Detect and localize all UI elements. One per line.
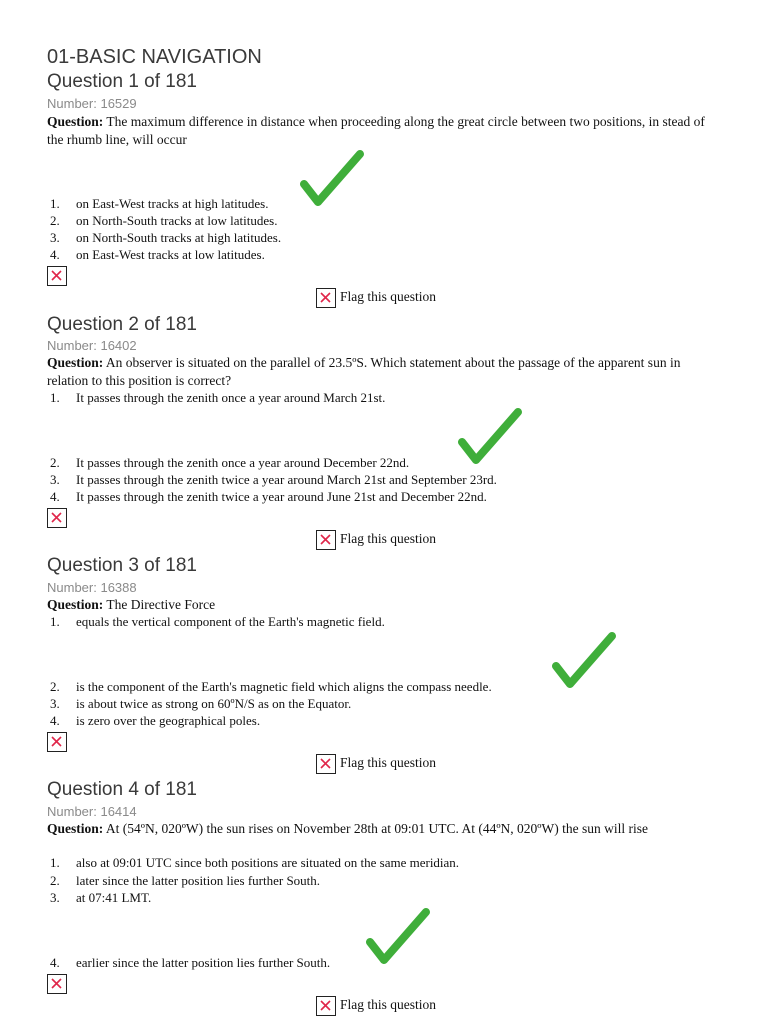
option-number: 1. — [50, 855, 60, 870]
question-3-text — [47, 596, 715, 614]
question-2-body: An observer is situated on the parallel of 23.5ºS. Which statement about the passage of the apparent sun in relation to this position is correct? — [47, 355, 681, 388]
question-3-option-4[interactable] — [50, 713, 260, 729]
option-number: 3. — [50, 890, 60, 905]
option-number: 3. — [50, 230, 60, 245]
flag-label: Flag this question — [340, 531, 437, 547]
flag-question-2[interactable] — [316, 530, 436, 550]
option-number: 4. — [50, 713, 60, 728]
option-number: 4. — [50, 247, 60, 262]
flag-label: Flag this question — [340, 997, 437, 1013]
red-x-box-icon — [47, 508, 67, 528]
question-2-option-1[interactable] — [50, 390, 385, 406]
option-number: 3. — [50, 696, 60, 711]
question-3-heading: Question 3 of 181 — [47, 555, 197, 576]
option-number: 1. — [50, 390, 60, 405]
option-text: is zero over the geographical poles. — [76, 713, 261, 728]
check-mark-icon — [458, 408, 522, 468]
question-1-option-3[interactable] — [50, 230, 281, 246]
red-x-box-icon — [47, 732, 67, 752]
question-label: Question: — [47, 114, 104, 129]
option-number: 4. — [50, 955, 60, 970]
question-3-option-3[interactable] — [50, 696, 351, 712]
question-label: Question: — [47, 597, 104, 612]
question-1-body: The maximum difference in distance when proceeding along the great circle between two positions, in stead of the rhumb line, will occur — [47, 114, 705, 147]
option-number: 2. — [50, 455, 60, 470]
option-text: is the component of the Earth's magnetic field which aligns the compass needle. — [76, 679, 492, 694]
option-number: 3. — [50, 472, 60, 487]
flag-question-4[interactable] — [316, 996, 436, 1016]
red-x-box-icon — [47, 974, 67, 994]
flag-label: Flag this question — [340, 755, 437, 771]
option-number: 2. — [50, 213, 60, 228]
question-4-option-1[interactable] — [50, 855, 459, 871]
check-mark-icon — [552, 632, 616, 692]
question-1-text — [47, 113, 715, 149]
flag-question-1[interactable] — [316, 288, 436, 308]
question-3-option-1[interactable] — [50, 614, 385, 630]
option-text: on North-South tracks at low latitudes. — [76, 213, 278, 228]
option-text: is about twice as strong on 60ºN/S as on the Equator. — [76, 696, 352, 711]
question-1-option-4[interactable] — [50, 247, 265, 263]
question-4-option-2[interactable] — [50, 873, 320, 889]
question-3-body: The Directive Force — [106, 597, 216, 612]
question-1-option-1[interactable] — [50, 196, 268, 212]
option-text: later since the latter position lies further South. — [76, 873, 321, 888]
option-text: on East-West tracks at low latitudes. — [76, 247, 265, 262]
red-x-box-icon — [47, 266, 67, 286]
option-text: at 07:41 LMT. — [76, 890, 152, 905]
question-2-option-2[interactable] — [50, 455, 409, 471]
question-label: Question: — [47, 821, 104, 836]
option-text: also at 09:01 UTC since both positions are situated on the same meridian. — [76, 855, 460, 870]
option-text: It passes through the zenith once a year around December 22nd. — [76, 455, 410, 470]
option-number: 1. — [50, 614, 60, 629]
red-x-box-icon — [316, 288, 336, 308]
question-2-option-4[interactable] — [50, 489, 487, 505]
question-2-text — [47, 354, 715, 390]
question-3-option-2[interactable] — [50, 679, 492, 695]
question-4-option-3[interactable] — [50, 890, 151, 906]
check-mark-icon — [366, 908, 430, 968]
question-1-heading: Question 1 of 181 — [47, 71, 197, 92]
option-number: 2. — [50, 679, 60, 694]
question-4-option-4[interactable] — [50, 955, 330, 971]
question-1-option-2[interactable] — [50, 213, 277, 229]
page-title: 01-BASIC NAVIGATION — [47, 46, 262, 68]
question-2-heading: Question 2 of 181 — [47, 314, 197, 335]
red-x-box-icon — [316, 530, 336, 550]
question-1-number: Number: 16529 — [47, 96, 137, 111]
option-text: on East-West tracks at high latitudes. — [76, 196, 269, 211]
question-4-text — [47, 820, 715, 838]
option-text: It passes through the zenith twice a year around June 21st and December 22nd. — [76, 489, 487, 504]
option-number: 2. — [50, 873, 60, 888]
red-x-box-icon — [316, 996, 336, 1016]
option-number: 4. — [50, 489, 60, 504]
option-text: It passes through the zenith twice a year around March 21st and September 23rd. — [76, 472, 497, 487]
question-3-number: Number: 16388 — [47, 580, 137, 595]
option-number: 1. — [50, 196, 60, 211]
question-4-number: Number: 16414 — [47, 804, 137, 819]
check-mark-icon — [300, 150, 364, 210]
flag-label: Flag this question — [340, 289, 437, 305]
option-text: on North-South tracks at high latitudes. — [76, 230, 282, 245]
question-label: Question: — [47, 355, 104, 370]
red-x-box-icon — [316, 754, 336, 774]
flag-question-3[interactable] — [316, 754, 436, 774]
question-2-option-3[interactable] — [50, 472, 497, 488]
question-4-heading: Question 4 of 181 — [47, 779, 197, 800]
option-text: equals the vertical component of the Earth's magnetic field. — [76, 614, 385, 629]
option-text: earlier since the latter position lies further South. — [76, 955, 331, 970]
question-2-number: Number: 16402 — [47, 338, 137, 353]
option-text: It passes through the zenith once a year around March 21st. — [76, 390, 386, 405]
question-4-body: At (54ºN, 020ºW) the sun rises on November 28th at 09:01 UTC. At (44ºN, 020ºW) the sun will rise — [105, 821, 648, 836]
